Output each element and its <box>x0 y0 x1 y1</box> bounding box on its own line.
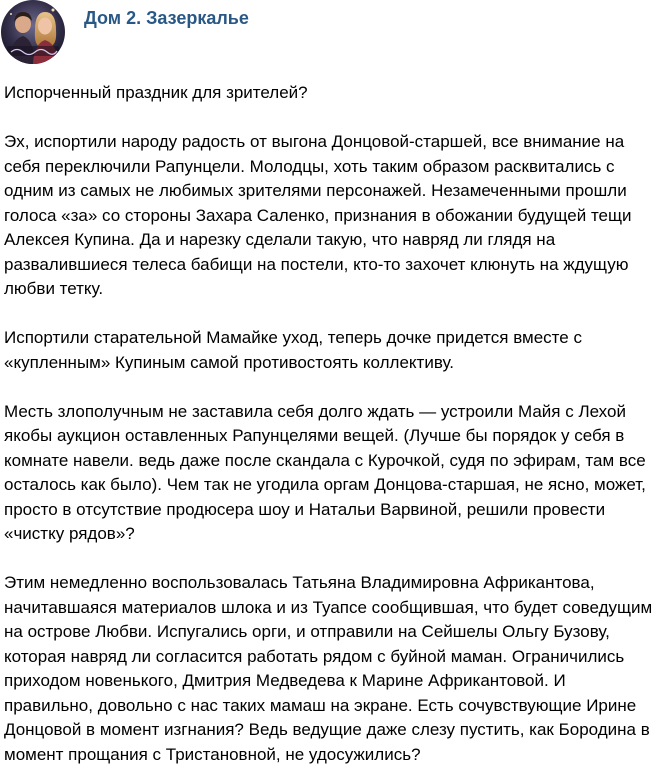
post-text-line: момент прощания с Тристановной, не удосужились? <box>4 744 421 764</box>
post-text-line: приходом новенького, Дмитрия Медведева к Марине Африкантовой. И <box>4 671 566 690</box>
post-text-line: любви тетку. <box>4 279 104 298</box>
channel-name-link[interactable]: Дом 2. Зазеркалье <box>84 8 249 28</box>
post-text-line: Этим немедленно воспользовалась Татьяна Владимировна Африкантова, <box>4 573 595 592</box>
post-text-line: Донцовой в момент изгнания? Ведь ведущие даже слезу пустить, как Бородина в <box>4 720 650 739</box>
post-text-line: «купленным» Купиным самой противостоять коллективу. <box>4 352 454 372</box>
post-text-line: «чистку рядов»? <box>4 524 135 543</box>
post-text-line: осталось как было). Чем так не угодила оргам Донцова-старшая, не ясно, может, <box>4 475 646 494</box>
post-text-line: Испортили старательной Мамайке уход, теперь дочке придется вместе с <box>4 328 582 347</box>
post-text-line: якобы аукцион оставленных Рапунцелями вещей. (Лучше бы порядок у себя в <box>4 426 625 445</box>
post-text-line: начитавшаяся материалов шлока и из Туапсе сообщившая, что будет соведущим <box>4 597 653 617</box>
paragraph-spacer <box>4 302 666 327</box>
post-text-line: голоса «за» со стороны Захара Саленко, признания в обожании будущей тещи <box>4 205 632 225</box>
post-text-line: развалившиеся телеса бабищи на постели, кто-то захочет клюнуть на ждущую <box>4 254 629 274</box>
post-text-line: которая навряд ли согласится работать рядом с буйной маман. Ограничились <box>4 646 625 666</box>
post-text-line: просто в отсутствие продюсера шоу и Натальи Варвиной, решили провести <box>4 499 606 519</box>
post-text-line: на острове Любви. Испугались орги, и отправили на Сейшелы Ольгу Бузову, <box>4 622 610 641</box>
channel-avatar-icon[interactable] <box>1 0 65 64</box>
post-text-line: Эх, испортили народу радость от выгона Донцовой-старшей, все внимание на <box>4 132 625 151</box>
paragraph-spacer <box>4 375 666 400</box>
post-text-line: одним из самых не любимых зрителями персонажей. Незамеченными прошли <box>4 181 627 200</box>
post-text-line: комнате навели. ведь даже после скандала с Курочкой, судя по эфирам, там все <box>4 450 646 470</box>
post-text-line: себя переключили Рапунцели. Молодцы, хоть таким образом расквитались с <box>4 156 615 176</box>
paragraph-spacer <box>4 106 666 131</box>
post-body <box>4 81 666 767</box>
post-title: Испорченный праздник для зрителей? <box>4 83 308 102</box>
post-text-line: Алексея Купина. Да и нарезку сделали такую, что навряд ли глядя на <box>4 230 556 249</box>
post-text-line: Месть злополучным не заставила себя долго ждать — устроили Майя с Лехой <box>4 401 626 421</box>
post-header <box>0 0 670 66</box>
paragraph-spacer <box>4 547 666 572</box>
post-text-line: правильно, довольно с нас таких мамаш на экране. Есть сочувствующие Ирине <box>4 695 637 715</box>
